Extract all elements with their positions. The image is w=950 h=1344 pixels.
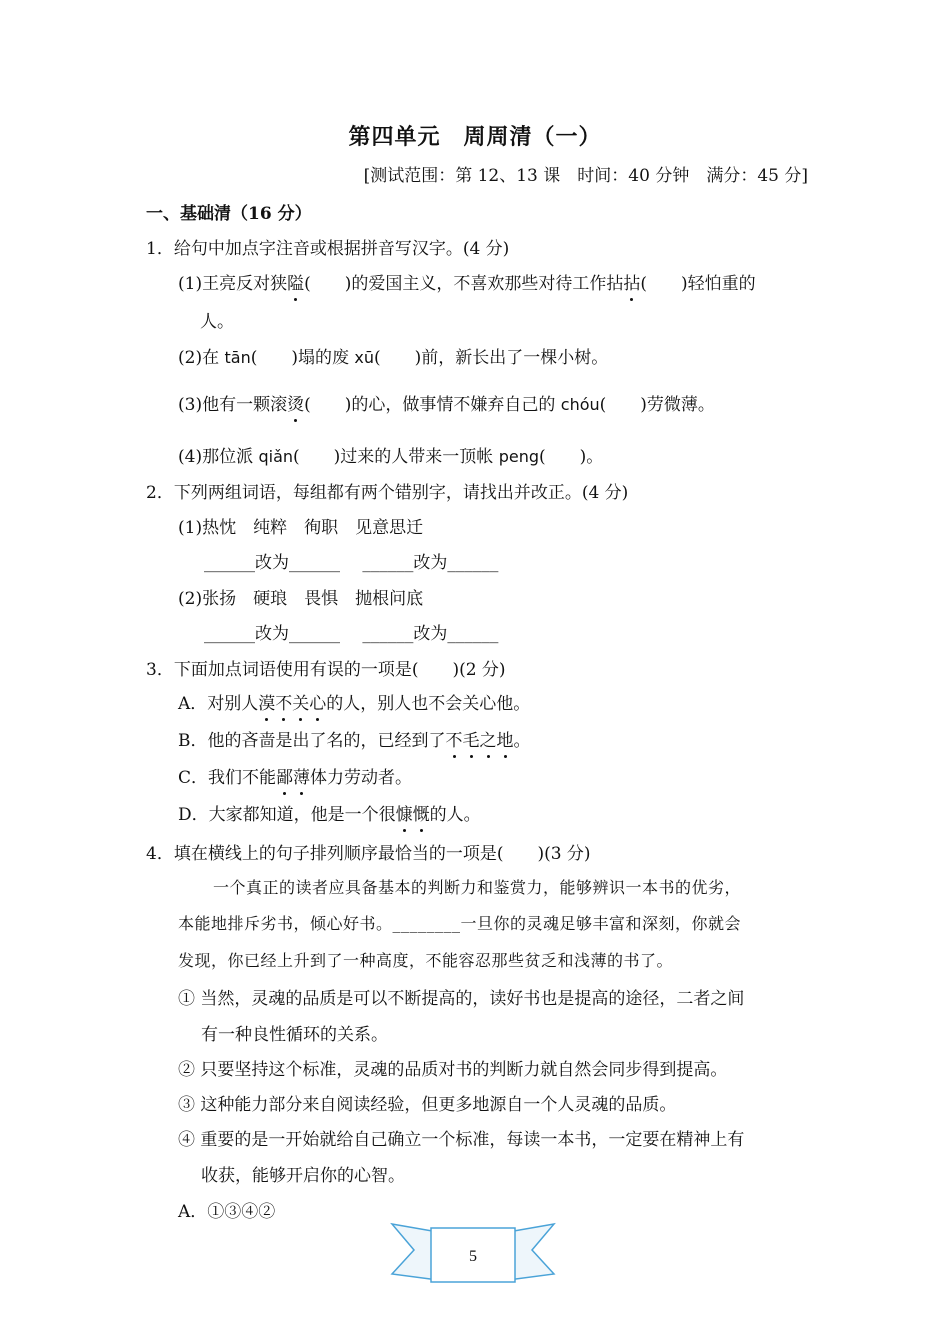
question-1-item-3: (3)他有一颗滚烫( )的心，做事情不嫌弃自己的 chóu( )劳微薄。 [178,395,715,415]
pinyin: tān [224,348,251,367]
question-3-option-d[interactable]: D．大家都知道，他是一个很慷慨的人。 [178,805,481,825]
sentence-4-cont: 收获，能够开启你的心智。 [201,1166,405,1186]
page-title: 第四单元 周周清（一） [348,124,602,150]
dotted-char: 烫 [287,395,305,415]
section-title-basics: 一、基础清（16 分） [146,204,312,224]
pinyin: xū [354,348,374,367]
question-3-option-a[interactable]: A．对别人漠不关心的人，别人也不会关心他。 [178,694,531,714]
passage-line-1: 一个真正的读者应具备基本的判断力和鉴赏力，能够辨识一本书的优劣， [213,878,742,897]
question-4-option-a[interactable]: A．①③④② [178,1202,276,1222]
dotted-char: 隘 [287,274,305,294]
pinyin: peng [498,447,539,466]
passage-line-2: 本能地排斥劣书，倾心好书。________一旦你的灵魂足够丰富和深刻，你就会 [178,914,742,933]
test-range: [测试范围：第 12、13 课 时间：40 分钟 满分：45 分] [363,166,808,186]
passage-line-3: 发现，你已经上升到了一种高度，不能容忍那些贫乏和浅薄的书了。 [178,951,674,970]
sentence-1-cont: 有一种良性循环的关系。 [201,1025,388,1045]
question-3-stem: 3．下面加点词语使用有误的一项是( )(2 分) [146,660,506,680]
question-2-group-2: (2)张扬 硬琅 畏惧 抛根问底 [178,589,424,609]
pinyin: qiǎn [258,447,294,466]
question-1-item-4: (4)那位派 qiǎn( )过来的人带来一顶帐 peng( )。 [178,447,604,467]
question-2-group-1: (1)热忱 纯粹 徇职 见意思迁 [178,518,424,538]
question-2-answer-1[interactable]: ______改为______ ______改为______ [204,553,499,573]
pinyin: chóu [560,395,600,414]
question-2-answer-2[interactable]: ______改为______ ______改为______ [204,624,499,644]
question-3-option-b[interactable]: B．他的吝啬是出了名的，已经到了不毛之地。 [178,731,531,751]
question-1-item-1-cont: 人。 [200,312,234,332]
question-3-option-c[interactable]: C．我们不能鄙薄体力劳动者。 [178,768,413,788]
question-4-stem: 4．填在横线上的句子排列顺序最恰当的一项是( )(3 分) [146,844,591,864]
question-1-stem: 1．给句中加点字注音或根据拼音写汉字。(4 分) [146,239,510,259]
dotted-char: 拈 [623,274,641,294]
page-number: 5 [469,1248,477,1265]
sentence-4: ④ 重要的是一开始就给自己确立一个标准，每读一本书，一定要在精神上有 [178,1130,745,1150]
sentence-2: ② 只要坚持这个标准，灵魂的品质对书的判断力就自然会同步得到提高。 [178,1060,728,1080]
question-2-stem: 2．下列两组词语，每组都有两个错别字，请找出并改正。(4 分) [146,483,629,503]
question-1-item-2: (2)在 tān( )塌的废 xū( )前，新长出了一棵小树。 [178,348,609,368]
sentence-3: ③ 这种能力部分来自阅读经验，但更多地源自一个人灵魂的品质。 [178,1095,677,1115]
sentence-1: ① 当然，灵魂的品质是可以不断提高的，读好书也是提高的途径，二者之间 [178,989,745,1009]
question-1-item-1: (1)王亮反对狭隘( )的爱国主义，不喜欢那些对待工作拈拈( )轻怕重的 [178,274,756,294]
